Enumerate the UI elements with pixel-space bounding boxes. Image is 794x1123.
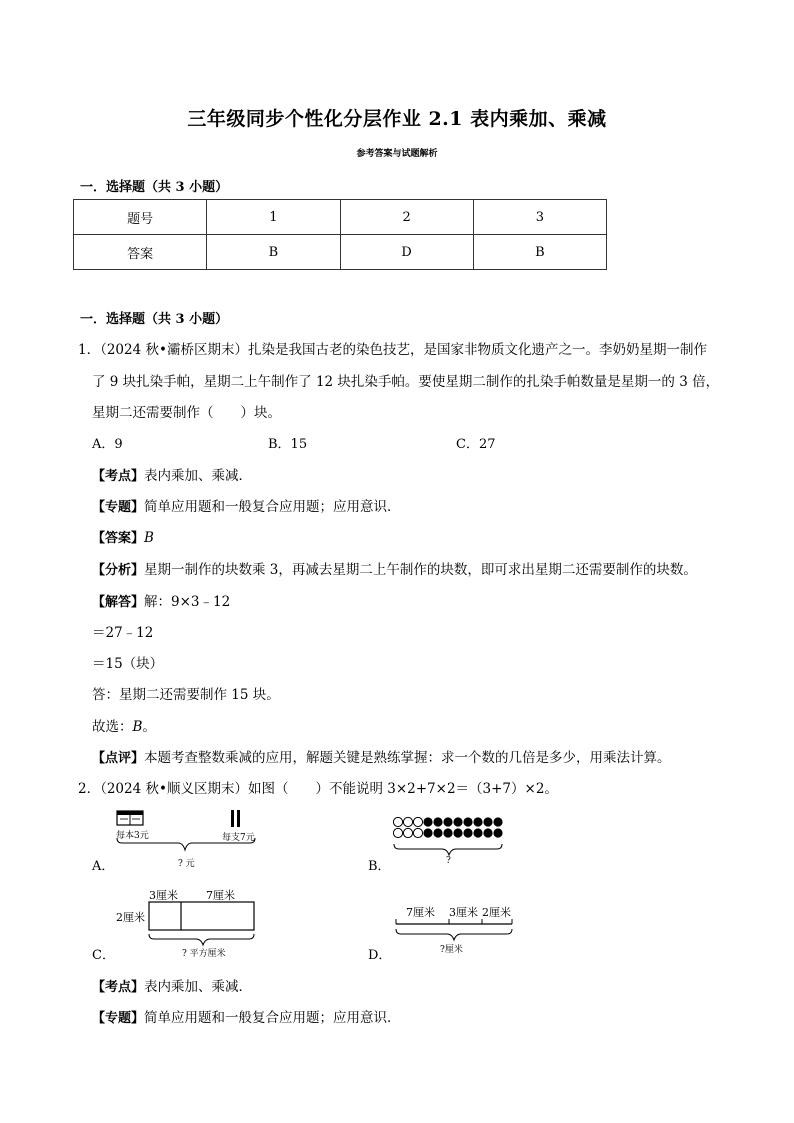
table-cell: D <box>340 235 473 270</box>
pen-icon <box>231 810 240 827</box>
figure-a-book-label: 每本3元 <box>116 831 149 841</box>
section-heading-1: 一．选择题（共 3 小题） <box>80 180 229 195</box>
choose-suffix: 。 <box>142 719 156 735</box>
q2-option-b: B． <box>368 859 391 874</box>
figure-a <box>92 810 272 870</box>
answer-table <box>73 199 607 270</box>
table-cell: B <box>473 235 606 270</box>
q1-stem-line3: 星期二还需要制作（ ）块。 <box>92 405 281 421</box>
figure-a-pen-label: 每支7元 <box>222 833 255 843</box>
zhuanti-tag: 【专题】 <box>92 1011 145 1026</box>
q1-zhuanti <box>92 495 401 515</box>
kaodian-text: 表内乘加、乘减． <box>144 979 253 995</box>
q1-choose <box>92 715 156 735</box>
figure-d <box>392 902 522 957</box>
q1-kaodian <box>92 464 252 484</box>
q1-jieda <box>92 590 230 610</box>
figure-d-s1: 7厘米 <box>406 906 435 919</box>
figure-c <box>112 884 272 959</box>
table-cell: B <box>207 235 340 270</box>
figure-b <box>392 816 512 871</box>
q1-stem-line2: 了 9 块扎染手帕，星期二上午制作了 12 块扎染手帕。要使星期二制作的扎染手帕数量是星期一的 3 倍， <box>92 374 720 390</box>
q1-option-b: B．15 <box>268 437 308 452</box>
q1-stem-line1: 1．（2024 秋•灞桥区期末）扎染是我国古老的染色技艺，是国家非物质文化遗产之一。李奶奶星期一制作 <box>78 342 707 358</box>
jieda-text: 解：9×3﹣12 <box>144 594 231 610</box>
kaodian-tag: 【考点】 <box>92 469 145 484</box>
table-cell: 3 <box>473 200 606 235</box>
dianping-tag: 【点评】 <box>92 751 145 766</box>
figure-c-brace <box>149 934 254 945</box>
circle-grid <box>393 817 502 837</box>
daan-tag: 【答案】 <box>92 531 145 546</box>
daan-text: B <box>144 530 154 546</box>
q1-option-a: A．9 <box>92 437 123 452</box>
q1-daan <box>92 527 154 546</box>
section-heading-2: 一．选择题（共 3 小题） <box>80 312 229 327</box>
dianping-text: 本题考查整数乘减的应用，解题关键是熟练掌握：求一个数的几倍是多少，用乘法计算。 <box>144 750 671 766</box>
figure-b-question: ? <box>446 856 451 866</box>
table-cell: 题号 <box>74 200 207 235</box>
figure-c-top1: 3厘米 <box>149 889 178 902</box>
q2-zhuanti <box>92 1006 401 1026</box>
choose-prefix: 故选： <box>92 719 133 735</box>
table-row <box>74 200 607 235</box>
q1-answer: 答：星期二还需要制作 15 块。 <box>92 687 280 703</box>
q1-dianping <box>92 746 671 766</box>
kaodian-text: 表内乘加、乘减． <box>144 468 253 484</box>
figure-c-bottom: ? 平方厘米 <box>182 949 226 959</box>
figure-d-s3: 2厘米 <box>482 906 511 919</box>
figure-c-top2: 7厘米 <box>206 889 235 902</box>
figure-d-s2: 3厘米 <box>449 906 478 919</box>
fenxi-text: 星期一制作的块数乘 3，再减去星期二上午制作的块数，即可求出星期二还需要制作的块数。 <box>144 562 697 578</box>
figure-a-total-label: ? 元 <box>178 859 195 869</box>
figure-d-brace <box>396 929 512 940</box>
page-subtitle: 参考答案与试题解析 <box>356 149 438 159</box>
figure-c-side: 2厘米 <box>116 911 145 924</box>
figure-b-svg <box>392 816 512 871</box>
q1-option-c: C．27 <box>456 437 496 452</box>
q1-step3: ＝15（块） <box>92 656 164 672</box>
figure-d-bottom: ?厘米 <box>440 945 463 955</box>
table-cell: 答案 <box>74 235 207 270</box>
fenxi-tag: 【分析】 <box>92 563 145 578</box>
q2-kaodian <box>92 975 252 995</box>
q2-option-c: C． <box>92 948 115 963</box>
q2-option-a: A． <box>92 859 115 874</box>
q1-step2: ＝27﹣12 <box>92 625 154 641</box>
q1-fenxi <box>92 558 697 578</box>
kaodian-tag: 【考点】 <box>92 980 145 995</box>
jieda-tag: 【解答】 <box>92 595 145 610</box>
table-cell: 2 <box>340 200 473 235</box>
zhuanti-tag: 【专题】 <box>92 500 145 515</box>
figure-c-rectangle <box>149 902 254 930</box>
figure-b-brace <box>394 844 502 855</box>
choose-value: B <box>132 719 143 735</box>
q2-stem: 2．（2024 秋•顺义区期末）如图（ ）不能说明 3×2+7×2＝（3+7）×2。 <box>78 781 558 797</box>
table-row <box>74 235 607 270</box>
q2-option-d: D． <box>368 948 392 963</box>
page-title: 三年级同步个性化分层作业 2.1 表内乘加、乘减 <box>187 108 607 130</box>
table-cell: 1 <box>207 200 340 235</box>
book-icon <box>117 811 143 825</box>
zhuanti-text: 简单应用题和一般复合应用题；应用意识． <box>144 499 401 515</box>
zhuanti-text: 简单应用题和一般复合应用题；应用意识． <box>144 1010 401 1026</box>
